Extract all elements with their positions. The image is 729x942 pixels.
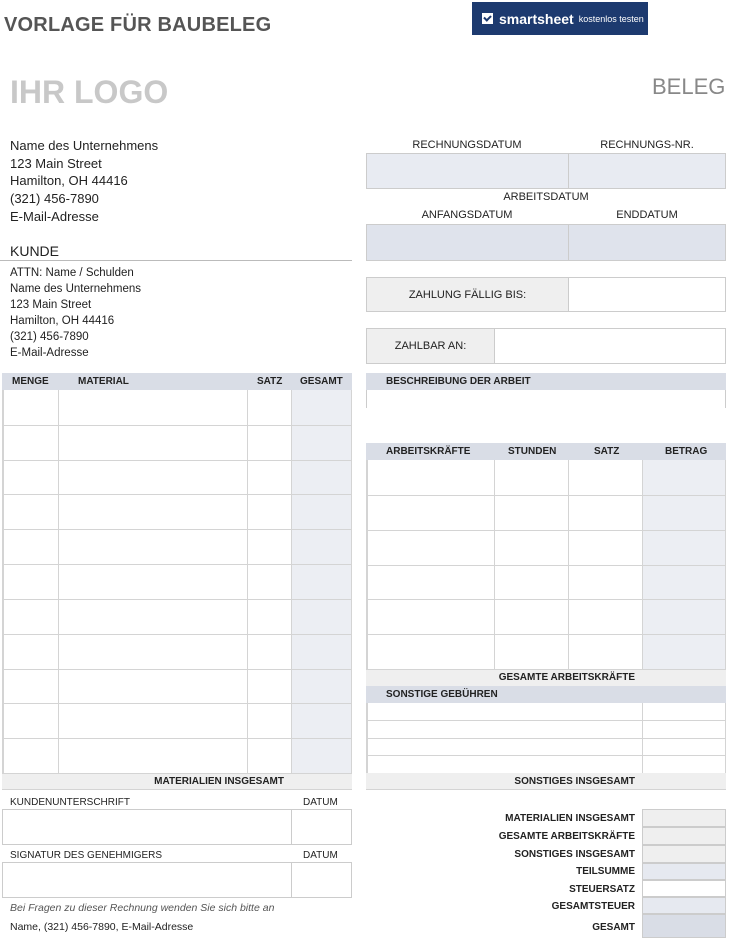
invoice-number-label: RECHNUNGS-NR. xyxy=(600,139,694,151)
company-name: Name des Unternehmens xyxy=(10,138,159,153)
summary-labor-label: GESAMTE ARBEITSKRÄFTE xyxy=(498,831,635,842)
end-date-label: ENDDATUM xyxy=(616,209,678,221)
materials-col-line xyxy=(58,390,59,773)
company-street: 123 Main Street xyxy=(10,155,102,171)
materials-col-total: GESAMT xyxy=(300,376,343,387)
row-line xyxy=(366,755,726,756)
labor-col-hours: STUNDEN xyxy=(508,446,557,457)
labor-col-line xyxy=(642,460,643,686)
company-phone: (321) 456-7890 xyxy=(10,191,99,207)
summary-labor-field xyxy=(642,827,726,845)
labor-col-amount: BETRAG xyxy=(665,446,708,457)
materials-col-line xyxy=(2,390,4,773)
due-date-label: ZAHLUNG FÄLLIG BIS: xyxy=(366,277,569,312)
invoice-number-field[interactable] xyxy=(568,153,726,189)
other-charges-table xyxy=(366,703,726,790)
customer-heading: KUNDE xyxy=(10,243,60,259)
summary-tax-label: GESAMTSTEUER xyxy=(551,901,635,912)
footer-contact: Name, (321) 456-7890, E-Mail-Adresse xyxy=(10,921,194,933)
work-date-label: ARBEITSDATUM xyxy=(503,191,589,203)
smartsheet-logo-icon xyxy=(482,13,493,24)
invoice-date-field[interactable] xyxy=(366,153,569,189)
labor-table xyxy=(366,443,726,686)
customer-info xyxy=(10,265,141,361)
labor-col-line xyxy=(366,460,368,669)
labor-total-label: GESAMTE ARBEITSKRÄFTE xyxy=(498,672,635,683)
materials-col-qty: MENGE xyxy=(12,376,49,387)
labor-row-line xyxy=(366,565,726,566)
materials-row-line xyxy=(2,703,352,704)
summary-tax-rate-field[interactable] xyxy=(642,880,726,897)
summary-other-label: SONSTIGES INSGESAMT xyxy=(514,849,635,860)
customer-street: 123 Main Street xyxy=(10,299,92,311)
approver-signature-date-field[interactable] xyxy=(291,862,352,898)
approver-signature-date-label: DATUM xyxy=(303,850,338,861)
payable-to-label: ZAHLBAR AN: xyxy=(366,328,495,364)
summary-subtotal-label: TEILSUMME xyxy=(576,866,635,877)
summary-subtotal-field xyxy=(642,863,726,880)
work-description-header: BESCHREIBUNG DER ARBEIT xyxy=(366,373,726,390)
start-date-label: ANFANGSDATUM xyxy=(421,209,513,221)
company-info xyxy=(10,137,158,226)
approver-signature-label: SIGNATUR DES GENEHMIGERS xyxy=(10,850,163,861)
labor-header xyxy=(366,443,726,460)
banner-brand: smartsheet xyxy=(499,10,574,27)
end-date-field[interactable] xyxy=(568,224,726,261)
labor-col-line xyxy=(568,460,569,669)
labor-row-line xyxy=(366,530,726,531)
summary-block xyxy=(366,809,729,939)
summary-other-field xyxy=(642,845,726,863)
customer-city: Hamilton, OH 44416 xyxy=(10,315,115,327)
document-label: BELEG xyxy=(652,74,726,99)
materials-row-line xyxy=(2,425,352,426)
materials-row-line xyxy=(2,494,352,495)
company-email: E-Mail-Adresse xyxy=(10,208,99,224)
footer-question: Bei Fragen zu dieser Rechnung wenden Sie sich bitte an xyxy=(10,902,275,914)
page-title: VORLAGE FÜR BAUBELEG xyxy=(4,14,272,36)
materials-col-line xyxy=(291,390,292,790)
labor-col-line xyxy=(494,460,495,669)
other-col-line xyxy=(366,703,368,773)
labor-col-rate: SATZ xyxy=(594,446,620,457)
approver-signature-field[interactable] xyxy=(2,862,292,898)
customer-attn: ATTN: Name / Schulden xyxy=(10,267,134,279)
labor-row-line xyxy=(366,599,726,600)
materials-col-line xyxy=(351,390,352,790)
materials-total-label: MATERIALIEN INSGESAMT xyxy=(154,776,284,787)
customer-email: E-Mail-Adresse xyxy=(10,347,89,359)
materials-row-line xyxy=(2,529,352,530)
summary-grand-total-label: GESAMT xyxy=(592,922,635,933)
customer-name: Name des Unternehmens xyxy=(10,283,142,295)
row-line xyxy=(366,738,726,739)
customer-phone: (321) 456-7890 xyxy=(10,331,89,343)
payable-to-field[interactable] xyxy=(494,328,726,364)
materials-table xyxy=(2,373,352,790)
labor-col-line xyxy=(725,460,726,686)
customer-signature-field[interactable] xyxy=(2,809,292,845)
smartsheet-banner[interactable] xyxy=(472,2,648,35)
materials-row-line xyxy=(2,460,352,461)
logo-placeholder: IHR LOGO xyxy=(10,74,169,110)
materials-header xyxy=(2,373,352,390)
summary-materials-field xyxy=(642,809,726,827)
materials-row-line xyxy=(2,669,352,670)
other-total-label: SONSTIGES INSGESAMT xyxy=(514,776,635,787)
invoice-date-label: RECHNUNGSDATUM xyxy=(412,139,522,151)
labor-row-line xyxy=(366,634,726,635)
start-date-field[interactable] xyxy=(366,224,569,261)
customer-signature-date-label: DATUM xyxy=(303,797,338,808)
summary-grand-total-field xyxy=(642,914,726,938)
work-description-field[interactable] xyxy=(366,390,726,408)
customer-signature-label: KUNDENUNTERSCHRIFT xyxy=(10,797,130,808)
materials-row-line xyxy=(2,634,352,635)
summary-tax-field xyxy=(642,897,726,914)
labor-row-line xyxy=(366,495,726,496)
materials-col-line xyxy=(247,390,248,773)
customer-signature-date-field[interactable] xyxy=(291,809,352,845)
banner-cta: kostenlos testen xyxy=(578,13,644,24)
materials-total-column xyxy=(291,390,352,773)
materials-row-line xyxy=(2,738,352,739)
other-charges-header: SONSTIGE GEBÜHREN xyxy=(366,686,726,703)
materials-row-line xyxy=(2,599,352,600)
company-city: Hamilton, OH 44416 xyxy=(10,173,128,189)
summary-tax-rate-label: STEUERSATZ xyxy=(569,884,635,895)
customer-divider xyxy=(0,260,352,261)
materials-col-rate: SATZ xyxy=(257,376,283,387)
materials-row-line xyxy=(2,564,352,565)
due-date-field[interactable] xyxy=(568,277,726,312)
summary-materials-label: MATERIALIEN INSGESAMT xyxy=(505,813,635,824)
row-line xyxy=(366,720,726,721)
labor-col-worker: ARBEITSKRÄFTE xyxy=(386,446,471,457)
materials-col-material: MATERIAL xyxy=(78,376,129,387)
